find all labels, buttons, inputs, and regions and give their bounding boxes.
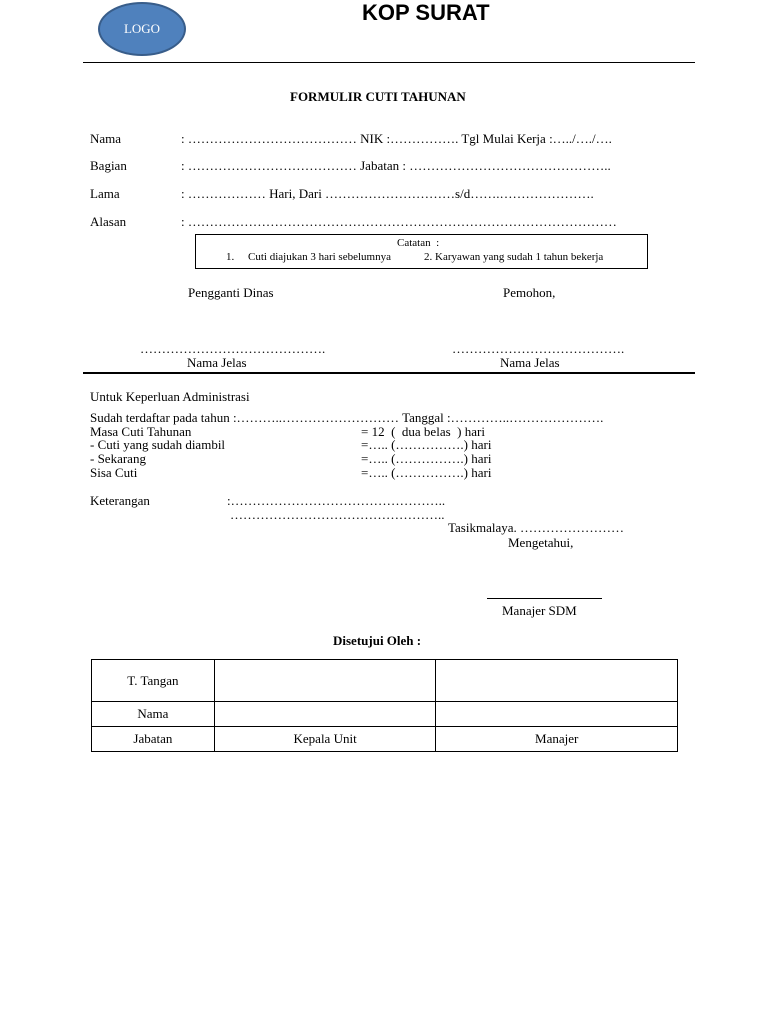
leave-row-label: - Sekarang — [90, 451, 146, 466]
name-row-label: Nama — [92, 702, 215, 727]
signature-row-label: T. Tangan — [92, 660, 215, 702]
position-unit-head: Kepala Unit — [214, 727, 436, 752]
nama-label: Nama — [90, 131, 122, 146]
keterangan-line-2: ………………………………………….. — [230, 507, 445, 522]
lama-label: Lama — [90, 186, 120, 201]
alasan-label: Alasan — [90, 214, 127, 229]
approval-table — [91, 659, 678, 752]
table-row — [92, 727, 678, 752]
leave-row-label: Masa Cuti Tahunan — [90, 424, 192, 439]
leave-row-value: =….. (…………….) hari — [361, 465, 492, 480]
bagian-label: Bagian — [90, 158, 127, 173]
admin-title: Untuk Keperluan Administrasi — [90, 389, 250, 404]
alasan-field: : ……………………………………………………………………………………… — [181, 214, 617, 229]
table-row — [92, 702, 678, 727]
letterhead-title: KOP SURAT — [362, 0, 490, 25]
leave-row-value: =….. (…………….) hari — [361, 437, 492, 452]
applicant-name: Nama Jelas — [500, 355, 560, 370]
substitute-name: Nama Jelas — [187, 355, 247, 370]
position-manager: Manajer — [436, 727, 678, 752]
keterangan-line-1: :………………………………………….. — [227, 493, 446, 508]
signature-cell-unit-head — [214, 660, 436, 702]
leave-row-label: Sisa Cuti — [90, 465, 138, 480]
applicant-signature-line: …………………………………. — [452, 341, 625, 356]
approval-title: Disetujui Oleh : — [333, 633, 422, 648]
name-cell-unit-head — [214, 702, 436, 727]
note-item-1: Cuti diajukan 3 hari sebelumnya — [248, 251, 391, 263]
name-cell-manager — [436, 702, 678, 727]
applicant-role: Pemohon, — [503, 285, 556, 300]
registered-line: Sudah terdaftar pada tahun :………..……………………… Tanggal :…………..…………………. — [90, 410, 604, 425]
nama-field: : ………………………………… NIK :……………. Tgl Mulai Kerja :…../…./…. — [181, 131, 612, 146]
leave-row-value: = 12 ( dua belas ) hari — [361, 424, 485, 439]
hr-manager-signature-line — [487, 598, 602, 599]
leave-row-value: =….. (…………….) hari — [361, 451, 492, 466]
acknowledged-label: Mengetahui, — [508, 535, 574, 550]
table-row — [92, 660, 678, 702]
bagian-field: : ………………………………… Jabatan : ……………………………………….. — [181, 158, 611, 173]
note-item-1-number: 1. — [226, 251, 235, 263]
keterangan-label: Keterangan — [90, 493, 150, 508]
place-date: Tasikmalaya. …………………… — [448, 520, 625, 535]
header-divider — [83, 62, 695, 63]
note-title: Catatan : — [397, 237, 440, 249]
position-row-label: Jabatan — [92, 727, 215, 752]
lama-field: : ……………… Hari, Dari …………………………s/d…….…………………. — [181, 186, 594, 201]
form-title: FORMULIR CUTI TAHUNAN — [290, 89, 466, 104]
section-divider — [83, 372, 695, 374]
note-item-2: 2. Karyawan yang sudah 1 tahun bekerja — [424, 251, 604, 263]
signature-cell-manager — [436, 660, 678, 702]
logo-label: LOGO — [123, 21, 161, 36]
substitute-role: Pengganti Dinas — [188, 285, 274, 300]
logo — [98, 2, 186, 56]
substitute-signature-line: ……………………………………. — [140, 341, 326, 356]
leave-row-label: - Cuti yang sudah diambil — [90, 437, 226, 452]
hr-manager-title: Manajer SDM — [502, 603, 577, 618]
